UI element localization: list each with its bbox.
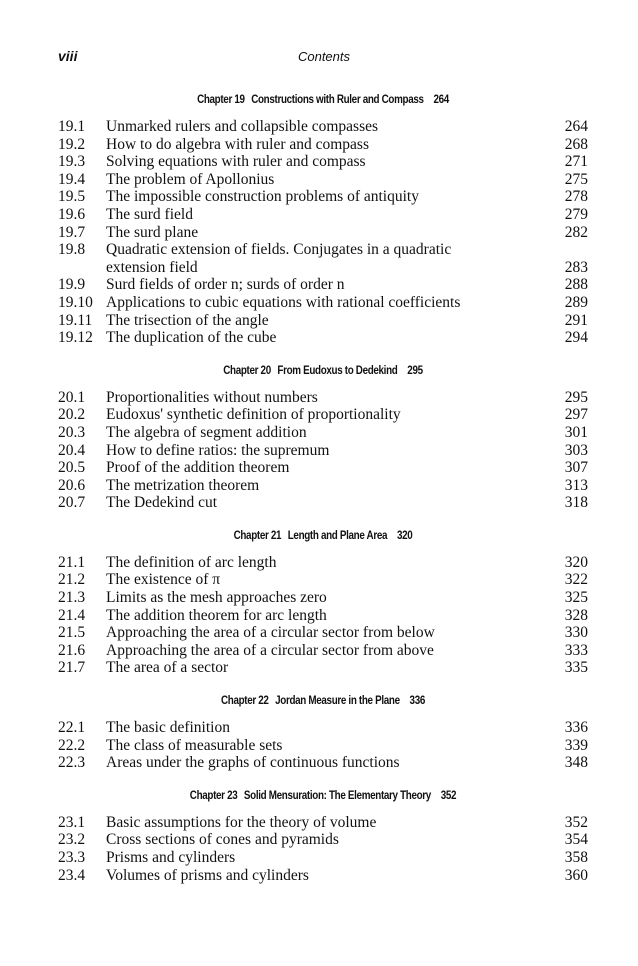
chapter-title: From Eudoxus to Dedekind <box>277 362 398 377</box>
section-page: 358 <box>564 849 588 866</box>
section-page: 336 <box>564 719 588 737</box>
section-number: 23.3 <box>58 849 86 866</box>
toc-entry <box>58 206 588 224</box>
section-number: 19.1 <box>58 118 86 135</box>
section-number: 21.6 <box>58 641 86 659</box>
section-title: The area of a sector <box>106 659 229 677</box>
section-page: 295 <box>564 388 588 406</box>
section-number: 19.9 <box>58 276 86 294</box>
toc-entry <box>58 171 588 189</box>
section-page: 322 <box>564 571 588 589</box>
chapter-21 <box>58 524 588 677</box>
section-number: 21.1 <box>58 553 86 571</box>
section-number: 20.3 <box>58 423 86 441</box>
section-number: 21.7 <box>58 659 86 677</box>
section-number: 21.4 <box>58 606 86 624</box>
section-number: 19.4 <box>58 170 86 188</box>
section-number: 21.2 <box>58 571 86 589</box>
toc-entry <box>58 477 588 495</box>
chapter-label: Chapter 22 <box>220 693 269 708</box>
section-title: The surd field <box>106 205 193 223</box>
section-number: 22.3 <box>58 754 86 772</box>
section-title: Eudoxus' synthetic definition of proportionality <box>106 406 401 424</box>
toc-entry <box>58 554 588 572</box>
section-title: Applications to cubic equations with rational coefficients <box>106 293 461 311</box>
section-page: 278 <box>564 188 588 206</box>
chapter-heading <box>106 88 541 110</box>
toc-entry <box>58 276 588 294</box>
section-number: 19.3 <box>58 153 86 171</box>
section-number: 19.11 <box>58 311 93 329</box>
toc-entry <box>58 659 588 677</box>
section-title: The trisection of the angle <box>106 311 269 329</box>
section-page: 320 <box>564 553 588 571</box>
chapter-heading <box>106 689 541 711</box>
section-number: 19.2 <box>58 135 86 153</box>
section-number: 19.5 <box>58 188 86 206</box>
section-title: The surd plane <box>106 223 199 241</box>
chapter-20 <box>58 359 588 512</box>
section-number: 20.4 <box>58 441 86 459</box>
toc-entry <box>58 188 588 206</box>
section-title: The addition theorem for arc length <box>106 606 327 624</box>
section-title <box>106 241 548 276</box>
section-title: The class of measurable sets <box>106 736 283 754</box>
toc-entry <box>58 867 588 885</box>
section-number: 19.8 <box>58 241 86 259</box>
toc-entry <box>58 831 588 849</box>
section-title: The Dedekind cut <box>106 494 218 512</box>
chapter-label: Chapter 21 <box>233 527 282 542</box>
section-page: 318 <box>564 494 588 512</box>
toc-entry <box>58 494 588 512</box>
chapter-heading <box>106 524 541 546</box>
section-page: 313 <box>564 476 588 494</box>
chapter-title: Solid Mensuration: The Elementary Theory <box>243 787 431 802</box>
chapter-heading <box>106 359 541 381</box>
section-page: 282 <box>564 223 588 241</box>
section-title: Limits as the mesh approaches zero <box>106 589 327 607</box>
chapter-label: Chapter 20 <box>223 362 271 377</box>
section-title: Proof of the addition theorem <box>106 459 290 477</box>
section-page: 352 <box>564 813 588 831</box>
section-page: 279 <box>564 205 588 223</box>
section-title: Solving equations with ruler and compass <box>106 153 366 171</box>
section-page: 325 <box>564 589 588 607</box>
section-title: Basic assumptions for the theory of volume <box>106 813 377 831</box>
section-page: 268 <box>564 135 588 153</box>
toc-entry <box>58 389 588 407</box>
chapter-page: 320 <box>396 527 413 542</box>
toc-entry <box>58 241 588 276</box>
section-page: 275 <box>564 170 588 188</box>
section-page: 303 <box>564 441 588 459</box>
section-title: The metrization theorem <box>106 476 260 494</box>
section-title: The duplication of the cube <box>106 329 277 347</box>
section-page: 289 <box>564 293 588 311</box>
section-number: 20.2 <box>58 406 86 424</box>
section-number: 20.7 <box>58 494 86 512</box>
section-number: 20.5 <box>58 459 86 477</box>
section-title: The definition of arc length <box>106 553 277 571</box>
chapter-title: Constructions with Ruler and Compass <box>251 92 424 106</box>
chapter-page: 352 <box>440 787 457 802</box>
section-page: 283 <box>564 258 588 276</box>
toc-entry <box>58 607 588 625</box>
section-page: 333 <box>564 641 588 659</box>
section-page: 271 <box>564 153 588 171</box>
toc-entry <box>58 849 588 867</box>
section-title: The algebra of segment addition <box>106 423 307 441</box>
section-page: 335 <box>564 659 588 677</box>
toc-entry <box>58 459 588 477</box>
section-title: The impossible construction problems of antiquity <box>106 188 419 206</box>
section-page: 288 <box>564 276 588 294</box>
section-title: Volumes of prisms and cylinders <box>106 866 309 884</box>
chapter-title: Length and Plane Area <box>287 527 388 542</box>
section-page: 330 <box>564 624 588 642</box>
toc-entry <box>58 136 588 154</box>
toc-entry <box>58 118 588 136</box>
section-title: Proportionalities without numbers <box>106 388 318 406</box>
section-title: The existence of π <box>106 571 221 589</box>
toc-entry <box>58 814 588 832</box>
section-number: 19.7 <box>58 223 86 241</box>
section-title: Approaching the area of a circular sector from above <box>106 641 434 659</box>
section-title: Surd fields of order n; surds of order n <box>106 276 345 294</box>
section-page: 354 <box>564 831 588 849</box>
toc-entry <box>58 442 588 460</box>
section-title: Areas under the graphs of continuous functions <box>106 754 400 772</box>
chapter-label: Chapter 23 <box>189 787 238 802</box>
section-title: The basic definition <box>106 719 230 737</box>
chapter-19 <box>58 88 588 347</box>
section-page: 264 <box>564 118 588 135</box>
toc-entry <box>58 224 588 242</box>
toc-entry <box>58 719 588 737</box>
section-number: 23.2 <box>58 831 86 849</box>
section-number: 19.12 <box>58 329 93 347</box>
chapter-heading <box>106 784 541 806</box>
section-page: 294 <box>564 329 588 347</box>
chapter-label: Chapter 19 <box>197 92 245 106</box>
section-page: 339 <box>564 736 588 754</box>
section-page: 328 <box>564 606 588 624</box>
chapter-page: 336 <box>409 693 426 708</box>
section-number: 20.1 <box>58 388 86 406</box>
toc-entry <box>58 294 588 312</box>
page-header <box>58 46 590 66</box>
section-number: 19.10 <box>58 293 93 311</box>
section-title-line: Quadratic extension of fields. Conjugates in a quadratic <box>106 241 452 259</box>
section-number: 21.5 <box>58 624 86 642</box>
section-page: 297 <box>564 406 588 424</box>
toc-entry <box>58 424 588 442</box>
section-number: 19.6 <box>58 205 86 223</box>
section-number: 22.2 <box>58 736 86 754</box>
section-title: Prisms and cylinders <box>106 849 236 866</box>
section-number: 20.6 <box>58 476 86 494</box>
toc-entry <box>58 571 588 589</box>
section-number: 23.4 <box>58 866 86 884</box>
page-number: viii <box>58 48 78 64</box>
toc-entry <box>58 312 588 330</box>
section-page: 307 <box>564 459 588 477</box>
section-number: 21.3 <box>58 589 86 607</box>
section-title: Cross sections of cones and pyramids <box>106 831 339 849</box>
section-number: 23.1 <box>58 813 86 831</box>
chapter-22 <box>58 689 588 772</box>
section-page: 360 <box>564 866 588 884</box>
section-title: The problem of Apollonius <box>106 170 275 188</box>
running-title: Contents <box>297 48 351 64</box>
chapter-page: 264 <box>433 92 449 106</box>
toc-entry <box>58 589 588 607</box>
section-title-line: extension field <box>106 258 198 276</box>
toc-entry <box>58 642 588 660</box>
toc-entry <box>58 329 588 347</box>
chapter-23 <box>58 784 588 884</box>
toc-entry <box>58 153 588 171</box>
section-page: 301 <box>564 423 588 441</box>
section-title: How to do algebra with ruler and compass <box>106 135 370 153</box>
section-title: How to define ratios: the supremum <box>106 441 330 459</box>
section-number: 22.1 <box>58 719 86 737</box>
section-title: Unmarked rulers and collapsible compasses <box>106 118 379 135</box>
toc-entry <box>58 624 588 642</box>
section-page: 291 <box>564 311 588 329</box>
section-title: Approaching the area of a circular sector from below <box>106 624 435 642</box>
table-of-contents <box>58 88 588 896</box>
section-page: 348 <box>564 754 588 772</box>
toc-entry <box>58 754 588 772</box>
chapter-page: 295 <box>407 362 423 377</box>
chapter-title: Jordan Measure in the Plane <box>275 693 400 708</box>
toc-entry <box>58 406 588 424</box>
toc-entry <box>58 737 588 755</box>
